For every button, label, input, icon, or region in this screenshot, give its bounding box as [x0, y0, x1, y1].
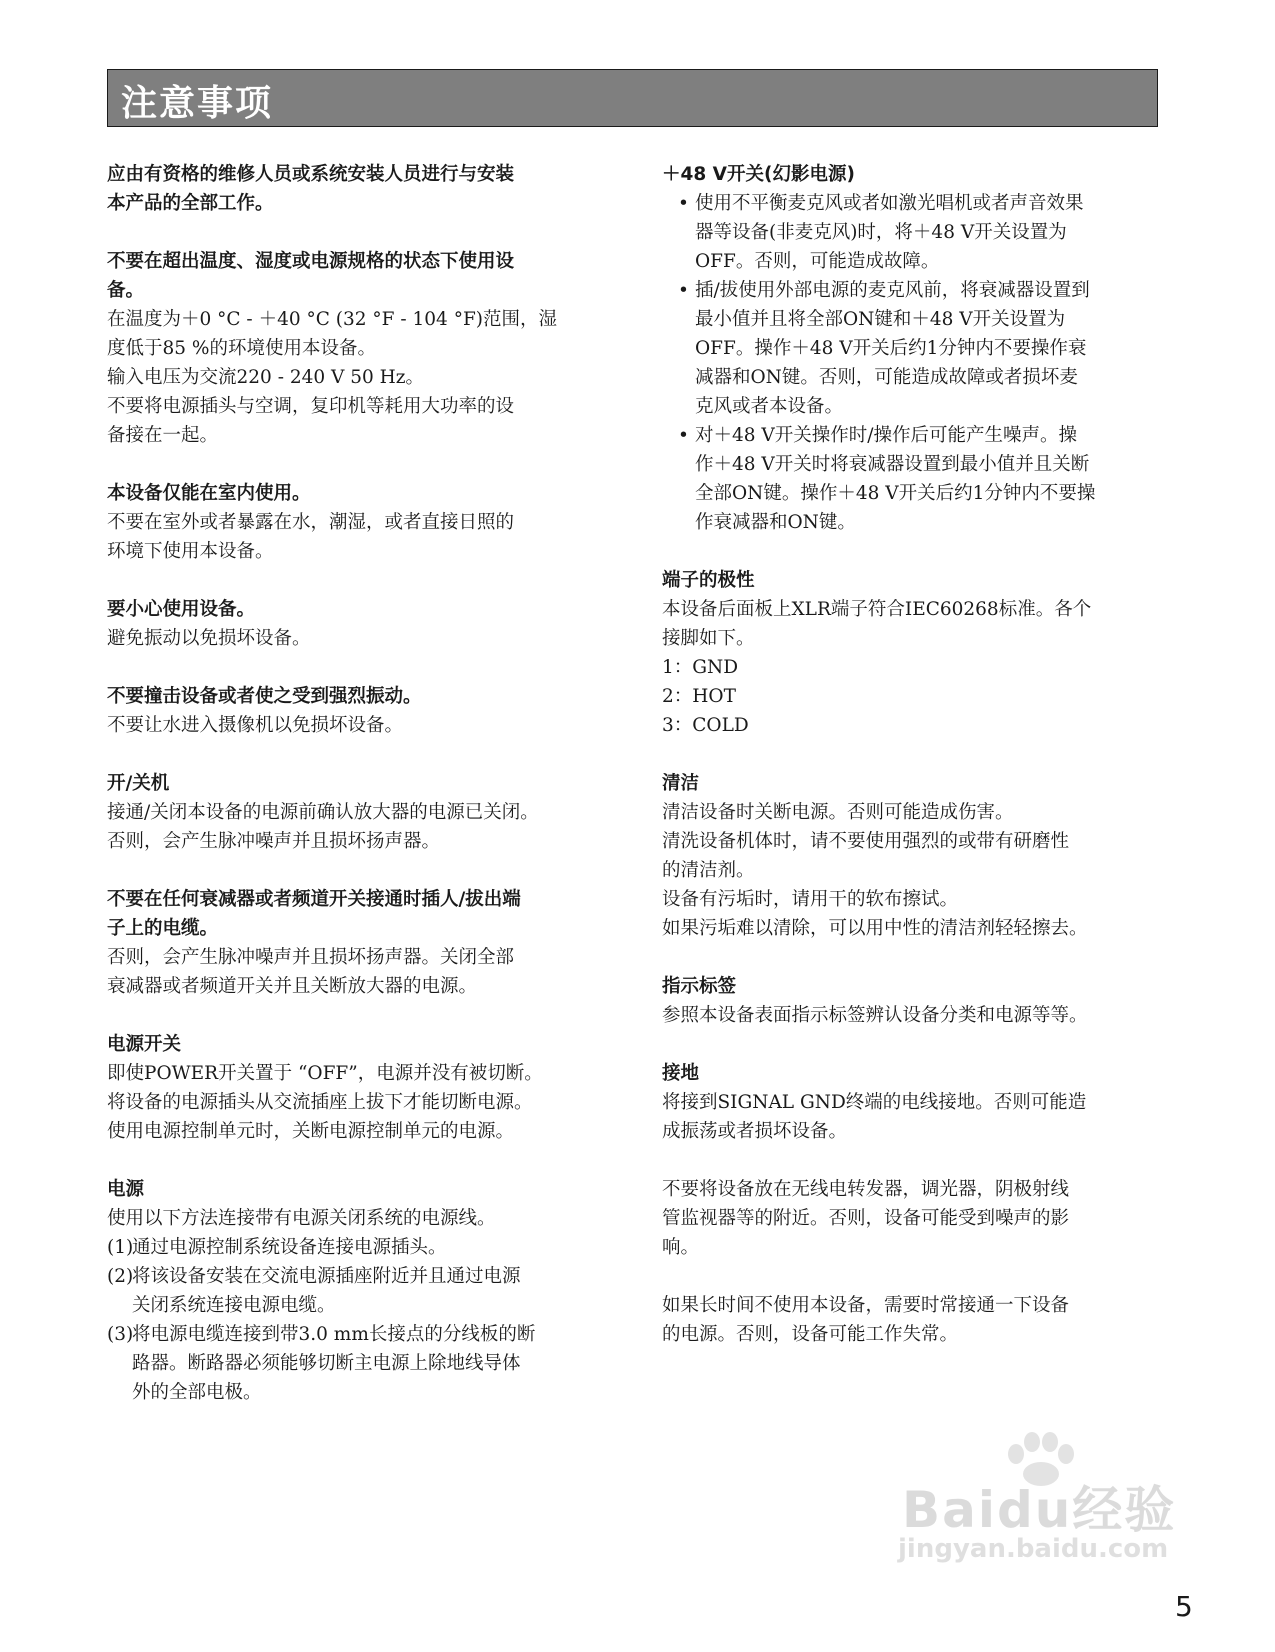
section-heading: 清洁 — [662, 773, 700, 794]
section-body: 避免振动以免损坏设备。 — [107, 628, 311, 649]
section-body: 即使POWER开关置于 “OFF”，电源并没有被切断。 将设备的电源插头从交流插座上拔下才能切断电源。 使用电源控制单元时，关断电源控制单元的电源。 — [107, 1063, 543, 1142]
power-on-off-notice — [107, 769, 607, 856]
section-heading: ＋48 V开关(幻影电源) — [662, 164, 855, 185]
terminal-polarity-notice — [662, 566, 1158, 740]
watermark-url: jingyan.baidu.com — [898, 1534, 1169, 1564]
long-idle-notice — [662, 1291, 1158, 1349]
section-title-bar — [107, 69, 1158, 127]
interference-notice — [662, 1175, 1158, 1262]
indoor-use-notice — [107, 479, 607, 566]
item-number: (2) — [107, 1266, 134, 1287]
page-title: 注意事项 — [121, 83, 274, 124]
environment-notice — [107, 247, 607, 450]
indicator-label-notice — [662, 972, 1158, 1030]
section-heading: 指示标签 — [662, 976, 737, 997]
list-item: (2) 将该设备安装在交流电源插座附近并且通过电源 关闭系统连接电源电缆。 — [107, 1262, 607, 1320]
power-supply-notice — [107, 1175, 607, 1407]
section-body: 不要在室外或者暴露在水，潮湿，或者直接日照的 环境下使用本设备。 — [107, 512, 515, 562]
section-heading: 端子的极性 — [662, 570, 755, 591]
item-number: (1) — [107, 1237, 134, 1258]
power-switch-notice — [107, 1030, 607, 1146]
item-number: (3) — [107, 1324, 134, 1345]
section-heading: 本设备仅能在室内使用。 — [107, 483, 311, 504]
section-body: 不要将设备放在无线电转发器，调光器，阴极射线 管监视器等的附近。否则，设备可能受到噪声的影 响。 — [662, 1179, 1070, 1258]
bullet-icon: • — [678, 280, 689, 301]
qualified-personnel-notice — [107, 160, 607, 218]
cleaning-notice — [662, 769, 1158, 943]
section-body: 不要让水进入摄像机以免损坏设备。 — [107, 715, 404, 736]
grounding-notice — [662, 1059, 1158, 1146]
careful-handling-notice — [107, 595, 607, 653]
list-item: (3) 将电源电缆连接到带3.0 mm长接点的分线板的断 路器。断路器必须能够切断主电源上除地线导体 外的全部电极。 — [107, 1320, 607, 1407]
section-body: 本设备后面板上XLR端子符合IEC60268标准。各个 接脚如下。 1：GND 2：HOT 3：COLD — [662, 599, 1092, 736]
right-column — [662, 160, 1158, 1378]
list-item: • 对＋48 V开关操作时/操作后可能产生噪声。操 作＋48 V开关时将衰减器设置到最小值并且关断 全部ON键。操作＋48 V开关后约1分钟内不要操 作衰减器和ON键。 — [662, 421, 1158, 537]
list-item: • 使用不平衡麦克风或者如激光唱机或者声音效果 器等设备(非麦克风)时，将＋48 V开关设置为 OFF。否则，可能造成故障。 — [662, 189, 1158, 276]
section-heading: 不要在超出温度、湿度或电源规格的状态下使用设 备。 — [107, 251, 515, 301]
section-heading: 接地 — [662, 1063, 700, 1084]
impact-notice — [107, 682, 607, 740]
section-body: 清洁设备时关断电源。否则可能造成伤害。 清洗设备机体时，请不要使用强烈的或带有研磨性 的清洁剂。 设备有污垢时，请用干的软布擦试。 如果污垢难以清除，可以用中性的清洁剂轻轻擦去。 — [662, 802, 1088, 939]
section-heading: 不要在任何衰减器或者频道开关接通时插人/拔出端 子上的电缆。 — [107, 889, 521, 939]
list-item: (1) 通过电源控制系统设备连接电源插头。 — [107, 1233, 607, 1262]
baidu-watermark — [898, 1430, 1188, 1580]
section-heading: 不要撞击设备或者使之受到强烈振动。 — [107, 686, 422, 707]
bullet-icon: • — [678, 193, 689, 214]
section-heading: 应由有资格的维修人员或系统安装人员进行与安装 本产品的全部工作。 — [107, 164, 515, 214]
bullet-icon: • — [678, 425, 689, 446]
cable-plug-notice — [107, 885, 607, 1001]
section-body: 使用以下方法连接带有电源关闭系统的电源线。 — [107, 1208, 496, 1229]
section-body: 否则，会产生脉冲噪声并且损坏扬声器。关闭全部 衰减器或者频道开关并且关断放大器的电源。 — [107, 947, 515, 997]
section-heading: 要小心使用设备。 — [107, 599, 256, 620]
phantom-power-notice — [662, 160, 1158, 537]
section-body: 接通/关闭本设备的电源前确认放大器的电源已关闭。 否则，会产生脉冲噪声并且损坏扬声器。 — [107, 802, 539, 852]
page-number: 5 — [1175, 1590, 1193, 1623]
section-body: 将接到SIGNAL GND终端的电线接地。否则可能造 成振荡或者损坏设备。 — [662, 1092, 1087, 1142]
watermark-brand: Baidu经验 — [902, 1481, 1177, 1539]
section-heading: 电源开关 — [107, 1034, 182, 1055]
section-body: 如果长时间不使用本设备，需要时常接通一下设备 的电源。否则，设备可能工作失常。 — [662, 1295, 1070, 1345]
section-heading: 电源 — [107, 1179, 145, 1200]
section-body: 在温度为＋0 °C - ＋40 °C (32 °F - 104 °F)范围，湿 度低于85 %的环境使用本设备。 输入电压为交流220 - 240 V 50 Hz。 不要将电源插头与空调，复印机等耗用大功率的设 备接在一起。 — [107, 309, 558, 446]
list-item: • 插/拔使用外部电源的麦克风前，将衰减器设置到 最小值并且将全部ON键和＋48 V开关设置为 OFF。操作＋48 V开关后约1分钟内不要操作衰 减器和ON键。否则，可能造成故障或者损坏麦 克风或者本设备。 — [662, 276, 1158, 421]
section-heading: 开/关机 — [107, 773, 170, 794]
left-column — [107, 160, 607, 1436]
section-body: 参照本设备表面指示标签辨认设备分类和电源等等。 — [662, 1005, 1088, 1026]
